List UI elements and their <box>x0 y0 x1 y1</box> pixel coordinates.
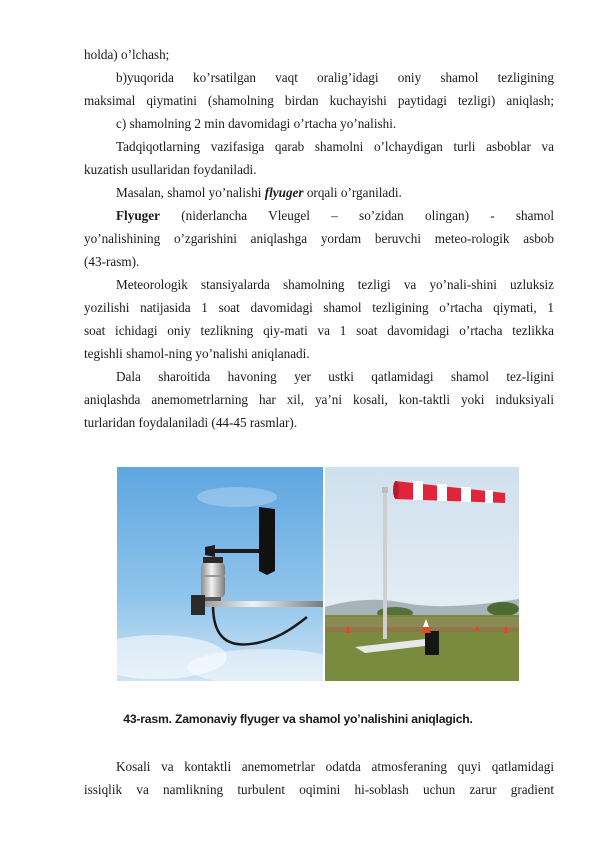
photo-windsock <box>325 467 519 681</box>
figure-43 <box>117 467 519 681</box>
text-line: b)yuqorida ko’rsatilgan vaqt oralig’idagi oniy shamol tezligining <box>116 70 554 85</box>
text-line: Meteorologik stansiyalarda shamolning tezligi va yo’nali-shini uzluksiz <box>116 277 554 292</box>
text-line: (43-rasm). <box>84 254 140 269</box>
text-line: yozilishi natijasida 1 soat davomidagi shamol tezligining o’rtacha qiymati, 1 <box>84 300 554 315</box>
text-line: Dala sharoitida havoning yer ustki qatlamidagi shamol tez-ligini <box>116 369 554 384</box>
text-line: soat ichidagi oniy tezlikning qiy-mati va 1 soat davomidagi o’rtacha tezlikka <box>84 323 554 338</box>
text-line: kuzatish usullaridan foydaniladi. <box>84 162 257 177</box>
text-line: issiqlik va namlikning turbulent oqimini hi-soblash uchun zarur gradient <box>84 782 554 797</box>
text-line: Kosali va kontaktli anemometrlar odatda atmosferaning quyi qatlamidagi <box>116 759 554 774</box>
text-line: yo’nalishining o’zgarishini aniqlashga yordam beruvchi meteo-rologik asbob <box>84 231 554 246</box>
text-line: holda) o’lchash; <box>84 47 170 62</box>
text-line: tegishli shamol-ning yo’nalishi aniqlanadi. <box>84 346 310 361</box>
text-line: turlaridan foydalaniladi (44-45 rasmlar). <box>84 415 298 430</box>
photo-wind-vane <box>117 467 323 681</box>
text-line: c) shamolning 2 min davomidagi o’rtacha yo’nalishi. <box>116 116 397 131</box>
text-line: Masalan, shamol yo’nalishi flyuger orqali o’rganiladi. <box>116 185 402 200</box>
term-flyuger: flyuger <box>264 185 304 200</box>
text-line: Flyuger (niderlancha Vleugel – so’zidan olingan) - shamol <box>116 208 554 223</box>
figure-caption: 43-rasm. Zamonaviy flyuger va shamol yo’nalishini aniqlagich. <box>123 712 473 726</box>
text-line: Tadqiqotlarning vazifasiga qarab shamolni o’lchaydigan turli asboblar va <box>116 139 554 154</box>
text-line: aniqlashda anemometrlarning har xil, ya’ni kosali, kon-taktli yoki induksiyali <box>84 392 554 407</box>
text-line: maksimal qiymatini (shamolning birdan kuchayishi paytidagi tezligi) aniqlash; <box>84 93 554 108</box>
term-flyuger-bold: Flyuger <box>116 208 160 223</box>
